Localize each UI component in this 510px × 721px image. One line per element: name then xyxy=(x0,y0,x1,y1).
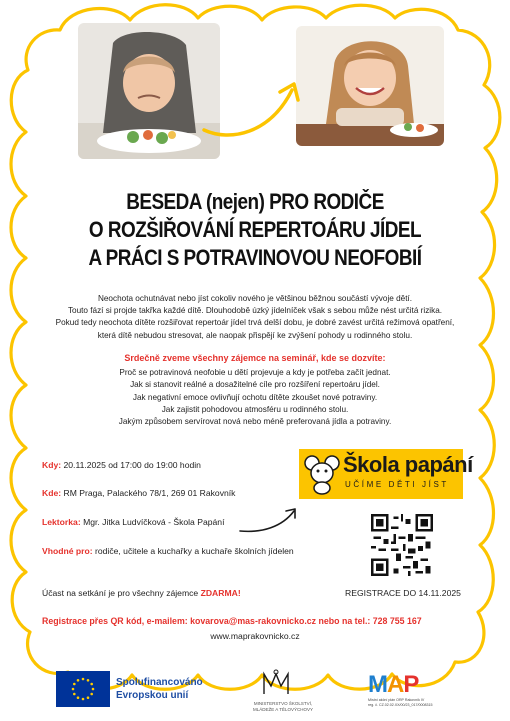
info-where xyxy=(42,488,235,498)
title-line: A PRÁCI S POTRAVINOVOU NEOFOBIÍ xyxy=(88,245,422,270)
qr-code-icon[interactable] xyxy=(371,514,433,576)
eu-text-line: Spolufinancováno xyxy=(116,677,203,688)
logo-tagline: UČÍME DĚTI JÍST xyxy=(345,480,449,489)
list-item: Jak negativní emoce ovlivňují ochotu dítěte zkoušet nové potraviny. xyxy=(132,392,378,402)
where-value: RM Praga, Palackého 78/1, 269 01 Rakovník xyxy=(61,488,236,498)
map-subtitle-reg: reg. č. CZ.02.02.XX/00/23_017/0008315 xyxy=(368,702,433,707)
lecturer-label: Lektorka: xyxy=(42,517,81,527)
list-item: Proč se potravinová neofobie u dětí projevuje a kdy je potřeba začít jednat. xyxy=(119,368,391,377)
registration-deadline: REGISTRACE DO 14.11.2025 xyxy=(345,588,461,598)
audience-value: rodiče, učitele a kuchařky a kuchaře školních jídelen xyxy=(92,546,294,556)
intro-line: Touto fází si projde takřka každé dítě. Dlouhodobě úzký jídelníček však s sebou může nést určitá rizika. xyxy=(67,306,443,316)
lecturer-value: Mgr. Jitka Ludvíčková - Škola Papání xyxy=(80,517,225,527)
participation-free: ZDARMA! xyxy=(200,588,241,598)
list-item: Jakým způsobem servírovat nová nebo méně preferovaná jídla a potraviny. xyxy=(118,417,392,427)
happy-child-illustration xyxy=(296,26,444,146)
msmt-logo-icon xyxy=(261,668,291,698)
participation-note xyxy=(42,588,241,598)
map-letter-m: M xyxy=(368,671,387,698)
where-label: Kde: xyxy=(42,488,62,498)
map-wordmark xyxy=(368,672,438,698)
map-letter-p: P xyxy=(403,671,419,698)
msmt-logo xyxy=(243,668,323,718)
info-lecturer xyxy=(42,517,224,527)
page-title xyxy=(53,188,457,272)
audience-label: Vhodné pro: xyxy=(42,546,93,556)
msmt-text-line: MINISTERSTVO ŠKOLSTVÍ, xyxy=(253,701,313,706)
intro-paragraph xyxy=(20,293,490,342)
photo-happy-child xyxy=(296,26,444,146)
eu-text-line: Evropskou unií xyxy=(116,690,189,701)
map-logo xyxy=(368,672,438,718)
invite-heading: Srdečně zveme všechny zájemce na seminář, kde se dozvíte: xyxy=(124,353,386,363)
intro-line: která dítě nebudou stresovat, ale naopak přispějí ke zvýšení pohody u rodinného stolu. xyxy=(97,330,413,340)
title-line: BESEDA (nejen) PRO RODIČE xyxy=(126,189,384,214)
registration-contact[interactable]: Registrace přes QR kód, e-mailem: kovarova@mas-rakovnicko.cz nebo na tel.: 728 755 167 xyxy=(42,616,422,626)
map-letter-a: A xyxy=(387,671,404,698)
eu-cofinanced-logo xyxy=(56,671,203,707)
info-audience xyxy=(42,546,294,556)
map-subtitle: Místní akční plán ORP Rakovník IV xyxy=(368,698,425,702)
info-when xyxy=(42,460,201,470)
intro-line: Neochota ochutnávat nebo jíst cokoliv nového je většinou běžnou součástí vývoje dětí. xyxy=(97,294,413,303)
website-link[interactable]: www.maprakovnicko.cz xyxy=(210,631,300,641)
mouse-mascot-icon xyxy=(304,453,340,495)
participation-text: Účast na setkání je pro všechny zájemce xyxy=(42,588,201,598)
intro-line: Pokud tedy neochota dítěte rozšiřovat repertoár jídel trvá delší dobu, je dobré zavést určitá režimová opatření, xyxy=(55,318,455,328)
topics-list xyxy=(20,367,490,428)
msmt-text-line: MLÁDEŽE A TĚLOVÝCHOVY xyxy=(253,706,313,712)
title-line: O ROZŠIŘOVÁNÍ REPERTOÁRU JÍDEL xyxy=(88,217,422,242)
eu-flag-icon xyxy=(56,671,110,707)
logo-name: Škola papání xyxy=(343,452,473,477)
msmt-text xyxy=(243,701,323,712)
when-label: Kdy: xyxy=(42,460,62,470)
curved-arrow-icon xyxy=(238,505,302,535)
eu-text xyxy=(116,676,203,702)
list-item: Jak zajistit pohodovou atmosféru u rodinného stolu. xyxy=(161,404,349,414)
photo-unhappy-child xyxy=(78,23,220,159)
when-value: 20.11.2025 od 17:00 do 19:00 hodin xyxy=(61,460,201,470)
curved-arrow-icon xyxy=(200,72,310,142)
list-item: Jak si stanovit reálné a dosažitelné cíle pro rozšíření repertoáru jídel. xyxy=(130,380,380,390)
skola-papani-logo xyxy=(299,449,473,499)
unhappy-child-illustration xyxy=(78,23,220,159)
